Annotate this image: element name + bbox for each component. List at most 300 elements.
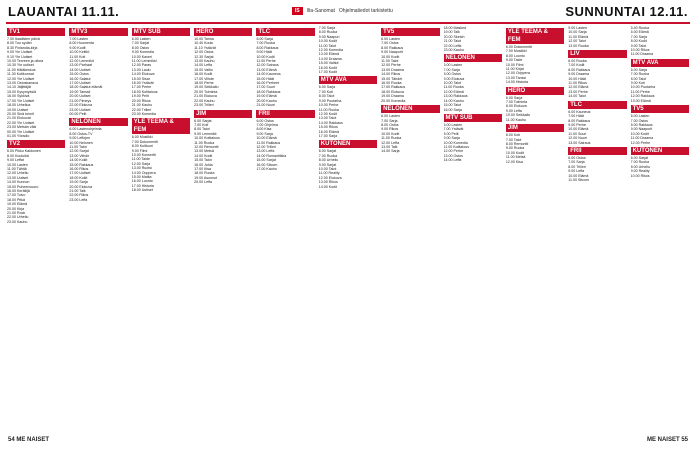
program-line: 7.00 Ruoka — [630, 160, 649, 165]
program-line: 11.00 Kotitalous — [443, 144, 470, 149]
program-line: 18.00 Salatut elämät — [69, 85, 103, 90]
program-line: 12.00 Trilleri — [256, 144, 277, 149]
program-line: 12.00 Sarja — [131, 161, 151, 166]
program-line: 11.00 Taide — [131, 157, 150, 162]
program-line: 17.00 Historia — [131, 183, 154, 188]
program-line: 11.00 Talot — [318, 43, 337, 48]
program-line: 11.00 Sitcom — [568, 177, 589, 182]
program-line: 9.00 Reality — [630, 169, 650, 174]
program-line: 9.00 Leffa — [568, 169, 585, 174]
program-line: 13.00 Sairaus — [568, 140, 591, 145]
program-line: 21.00 Pimeys — [69, 98, 92, 103]
program-line: 12.00 Yle Uutiset — [7, 76, 35, 81]
program-line: 9.00 Draama — [568, 72, 590, 77]
program-line: 9.00 Leffa — [505, 108, 522, 113]
program-line: 19.00 Uutiset — [7, 107, 29, 112]
header-note: Ohjelmatiedot tarkistettu — [338, 8, 393, 14]
program-line: 6.00 Ostos — [568, 155, 586, 160]
program-line: 8.00 Kouluikä — [7, 153, 29, 158]
header-rule — [6, 22, 690, 24]
program-line: 13.00 Kauhu — [194, 59, 215, 64]
program-line: 22.00 Kauhu — [194, 98, 215, 103]
program-line: 11.00 Metsä — [505, 155, 526, 160]
program-line: 15.00 Sarjat — [256, 158, 276, 163]
program-line: 6.00 Sarjat — [318, 149, 337, 154]
left-day-title: LAUANTAI 11.11. — [8, 3, 120, 19]
program-line: 16.00 Ruoka — [381, 81, 402, 86]
program-line: 13.00 Perhe — [568, 89, 588, 94]
program-line: 6.00 Ruoka — [568, 59, 587, 64]
program-line: 17.00 Sarja — [318, 133, 338, 138]
program-line: 10.00 Kodit — [381, 54, 400, 59]
program-line: 18.00 Urheilua — [7, 103, 31, 108]
program-line: 9.00 Puutarha — [318, 98, 342, 103]
program-line: 12.00 Talot — [568, 39, 586, 44]
program-line: 14.00 Kunnon — [7, 180, 30, 185]
footer-left — [8, 437, 49, 443]
program-line: 7.00 Koti — [318, 89, 333, 94]
program-line: 10.00 Häät — [568, 76, 586, 81]
program-line: 18.00 Kokit — [69, 175, 88, 180]
program-line: 7.00 Sarja — [443, 67, 460, 72]
program-line: 6.00 Dokumentti — [505, 45, 533, 49]
program-line: 6.00 Lasten — [131, 37, 151, 41]
program-line: 19.00 Asunnot — [194, 175, 218, 180]
channel-header: TLC — [568, 101, 626, 109]
program-line: 23.00 Komedia — [131, 111, 156, 116]
program-line: 6.00 Elämä — [630, 30, 649, 35]
program-line: 18.00 Pitkä — [7, 197, 25, 202]
program-line: 20.00 Toiminta — [194, 89, 218, 94]
program-line: 6.00 Sarja — [630, 67, 647, 72]
program-line: 9.00 Talot — [630, 43, 647, 48]
program-line: 16.00 Kodit — [318, 65, 337, 70]
program-line: 23.00 Kauhu — [443, 48, 464, 53]
program-line: 7.00 Ostos — [630, 118, 648, 123]
program-line: 11.00 Ruoka — [318, 107, 339, 112]
program-line: 7.00 Lasten — [69, 37, 89, 41]
column-c9 — [505, 26, 565, 426]
program-line: 21.00 Kauhu — [131, 103, 153, 108]
program-line: 14.00 Romantiikka — [256, 153, 287, 158]
program-line: 13.00 Parhaat — [69, 63, 92, 68]
program-line: 13.00 Tanssi — [505, 75, 526, 80]
program-line: 13.00 Ostos — [443, 153, 463, 158]
program-line: 9.00 Naapurit — [381, 50, 403, 55]
footer — [0, 430, 696, 450]
program-line: 10.00 Talot — [318, 166, 337, 171]
channel-header: NELONEN — [444, 54, 502, 62]
program-line: 7.00 Talot — [505, 137, 522, 142]
program-line: 10.40 Koulu — [194, 41, 214, 46]
program-line: 18.00 Kotitalous — [131, 89, 158, 94]
program-line: 20.00 Elokuva — [69, 184, 93, 189]
program-line: 11.10 Ystävät — [194, 45, 216, 50]
column-c7 — [380, 26, 440, 426]
program-line: 11.00 Kauhu — [505, 117, 526, 122]
program-line: 8.00 Pelit — [443, 131, 459, 136]
program-line: 12.00 Perhe — [381, 63, 401, 68]
program-line: 14.00 Historia — [505, 80, 529, 85]
program-line: 7.00 Häät — [568, 114, 584, 119]
program-line: 11.00 Koti — [69, 54, 86, 59]
program-line: 7.00 Ikaalisten päivä — [7, 37, 40, 41]
program-line: 17.00 Suuri — [256, 85, 275, 90]
channel-header: TV5 — [631, 105, 689, 113]
program-line: 9.10 Yle Uutiset — [7, 54, 33, 59]
magazine-name-left: ME NAISET — [16, 437, 50, 443]
program-line: 14.00 Kauhu — [443, 98, 464, 103]
program-line: 16.00 Juhla — [194, 162, 213, 167]
program-line: 15.00 Sisar — [131, 76, 150, 81]
program-line: 20.00 Sketch — [443, 34, 465, 39]
program-line: 7.00 Ostos — [381, 41, 399, 46]
program-line: 14.00 Kodit — [194, 153, 213, 158]
channel-header: MTV AVA — [319, 76, 377, 84]
program-line: 15.00 Kysymyksiä — [7, 89, 36, 94]
program-line: 18.00 Elokuva — [381, 89, 404, 94]
program-line: 12.00 Rakkaus — [630, 94, 655, 99]
program-line: 13.00 Ostoskanava — [7, 81, 38, 86]
program-line: 12.00 Elokuva — [318, 175, 342, 180]
program-line: 20.00 Rikos — [131, 98, 151, 103]
program-line: 18.00 Rakkaus — [256, 89, 281, 94]
program-line: 10.00 Puutarha — [630, 85, 656, 90]
program-line: 10.00 Talot — [443, 81, 462, 86]
program-line: 12.00 Sarjat — [69, 149, 89, 154]
program-line: 12.00 Lemmikit — [69, 59, 94, 64]
program-line: 16.00 Salatut — [69, 76, 91, 81]
program-line: 14.00 Kauneus — [256, 72, 281, 77]
program-line: 8.00 Ostos — [131, 45, 150, 50]
program-line: 12.00 Leffa — [381, 140, 400, 145]
program-line: 13.00 Rikos — [318, 180, 338, 185]
brand-name: Ilta-Sanomat — [306, 8, 335, 14]
program-line: 10.00 Nelonen — [69, 140, 93, 145]
program-line: 17.00 Rakkaus — [381, 85, 406, 90]
program-line: 10.00 Lasten — [7, 162, 28, 167]
program-line: 11.00 Rakkaus — [256, 140, 281, 145]
program-line: 16.00 Elämä — [318, 129, 339, 134]
program-line: 15.00 Talot — [443, 103, 462, 108]
program-line: 22.00 Yle Uutiset — [7, 120, 35, 125]
program-line: 6.00 Sarja — [505, 95, 523, 100]
program-line: 12.00 Komedia — [318, 48, 343, 53]
column-c3 — [131, 26, 191, 426]
program-line: 10.00 Kodit — [505, 150, 525, 155]
program-line: 17.00 Yle Uutiset — [7, 98, 35, 103]
program-line: 10.00 Kodit — [256, 54, 275, 59]
program-line: 8.00 Ostos — [381, 122, 399, 127]
program-line: 13.00 Leffa — [256, 149, 275, 154]
program-line: 16.00 Perheet — [256, 81, 280, 86]
program-line: 10.00 Konsertti — [131, 152, 156, 157]
program-line: 7.00 Sarja — [381, 118, 398, 123]
program-line: 15.00 Valtio — [194, 67, 213, 72]
program-line: 13.00 Metsä — [194, 149, 214, 154]
program-line: 13.00 Talk — [381, 144, 398, 149]
program-line: 13.00 Laulu — [131, 67, 151, 72]
program-line: 6.00 Koti — [505, 133, 521, 138]
program-line: 13.00 Uutiset — [7, 175, 29, 180]
program-line: 11.00 Tähtiä — [7, 166, 27, 171]
program-line: 10.00 Kaveri — [131, 54, 152, 59]
program-line: 8.00 Talot — [630, 76, 647, 81]
program-line: 14.00 Leffa — [443, 158, 462, 163]
column-c1 — [6, 26, 66, 426]
program-line: 7.00 Kodit — [568, 63, 585, 68]
program-line: 19.00 Sarja — [69, 180, 88, 185]
program-line: 10.00 Rikos — [630, 173, 650, 178]
program-line: 11.00 Draama — [630, 52, 654, 57]
program-line: 8.00 Trilleri — [568, 164, 586, 169]
channel-header: TV5 — [381, 28, 439, 36]
program-line: 10.00 Keittiö — [69, 50, 90, 55]
program-line: 12.00 Paras — [131, 63, 152, 68]
program-line: 8.00 Kulttuuri — [131, 144, 153, 149]
program-line: 9.00 Perhe — [568, 122, 586, 127]
right-day-title: SUNNUNTAI 12.11. — [565, 3, 688, 19]
channel-header: KUTONEN — [319, 140, 377, 148]
channel-header: JIM — [194, 110, 252, 118]
page-number-left: 54 — [8, 437, 15, 443]
program-line: 13.00 Talot — [318, 116, 337, 121]
channel-header: FRII — [568, 147, 626, 155]
program-line: 7.00 Ruoka — [630, 72, 649, 77]
program-line: 13.00 Elämä — [630, 98, 651, 103]
channel-header: NELONEN — [69, 118, 127, 126]
program-line: 8.00 Ruoka — [318, 30, 338, 35]
program-line: 22.00 Rikos — [69, 193, 89, 198]
program-line: 8.00 Ostos — [443, 72, 461, 77]
channel-header: HERO — [506, 87, 564, 95]
program-line: 16.00 Sarja — [443, 107, 462, 112]
program-line: 13.00 Ruotsi — [131, 166, 152, 171]
program-line: 9.00 Komedia — [131, 50, 154, 55]
channel-header: KUTONEN — [631, 147, 689, 155]
program-line: 17.00 Uutiset — [69, 81, 91, 86]
program-line: 11.00 Kirjat — [505, 67, 524, 72]
program-line: 7.00 Ystävät — [443, 127, 464, 132]
program-line: 6.00 Sarjat — [630, 155, 648, 160]
program-line: 20.00 Uutiset — [69, 94, 91, 99]
program-line: 10.00 Rikos — [630, 48, 650, 53]
channel-header: HERO — [194, 28, 252, 36]
channel-header: YLE TEEMA & FEM — [506, 28, 564, 44]
program-line: 11.30 Kotikunnat — [7, 72, 34, 77]
program-line: 8.00 Talot — [194, 127, 210, 132]
program-line: 9.00 Häät — [256, 50, 273, 55]
program-line: 16.00 Rikos — [69, 166, 89, 171]
program-line: 17.00 Viihde — [194, 76, 214, 81]
program-line: 13.00 Draama — [381, 67, 404, 72]
program-line: 14.00 Uutiset — [69, 67, 91, 72]
column-c4 — [193, 26, 253, 426]
program-line: 12.00 Nuori — [568, 136, 587, 141]
magazine-name-right: ME NAISET — [646, 437, 680, 443]
program-line: 7.00 Sarjat — [131, 41, 150, 46]
channel-header: MTV SUB — [132, 28, 190, 36]
header-center — [292, 7, 393, 15]
program-line: 15.00 Puheenvuoro — [7, 184, 39, 189]
program-line: 21.00 Elokuva — [194, 94, 217, 99]
program-line: 9.00 Rikos — [381, 127, 399, 132]
program-line: 23.00 Kauhu — [7, 219, 28, 224]
program-line: 6.00 Lasten — [443, 122, 463, 127]
program-line: 6.00 Ostos — [256, 118, 274, 123]
program-line: 9.00 Naapurit — [630, 127, 653, 132]
program-line: 7.00 Sarja — [318, 26, 336, 30]
program-line: 6.00 Lasten — [381, 37, 400, 41]
program-line: 6.00 Lasten — [630, 114, 650, 119]
program-line: 16.00 Sitcom — [256, 162, 278, 167]
program-line: 7.00 Sarja — [630, 34, 647, 39]
program-line: 6.00 Lastenohjelmia — [69, 127, 102, 132]
program-line: 12.00 Urheilu — [7, 171, 29, 176]
program-line: 15.00 Valtiot — [318, 61, 339, 66]
program-line: 8.00 Rakkaus — [630, 122, 653, 127]
program-line: 15.00 Talot — [194, 158, 212, 163]
program-line: 6.00 Lasten — [381, 114, 400, 119]
channel-header: MTV AVA — [631, 59, 689, 67]
program-line: 8.30 Finlandia-kirja — [7, 45, 38, 50]
program-line: 11.00 Suuri — [568, 131, 587, 136]
program-line: 9.00 Sarja — [256, 131, 273, 136]
program-line: 01.00 Yöradio — [7, 133, 30, 138]
program-line: 12.00 Ostos — [194, 50, 214, 55]
program-line: 7.00 Ohjelma — [256, 122, 278, 127]
program-line: 8.00 Elokuva — [505, 104, 527, 109]
program-line: 6.00 Sarjat — [194, 118, 212, 123]
program-line: 12.00 Elämä — [568, 85, 589, 90]
program-line: 11.00 Draama — [630, 136, 654, 141]
program-line: 16.00 Keräilijä — [7, 189, 30, 193]
program-line: 5.40 Ruoka — [630, 26, 649, 30]
program-line: 19.00 Draama — [381, 94, 404, 99]
program-line: 14.00 Rakkaus — [318, 120, 343, 125]
program-line: 18.00 Uutiset — [131, 188, 153, 193]
channel-header: NELONEN — [381, 105, 439, 113]
top-bar — [0, 0, 696, 22]
column-c5 — [255, 26, 315, 426]
program-line: 15.00 Matka — [131, 174, 152, 179]
program-line: 10.30 Yle uutiset — [7, 63, 34, 68]
program-line: 15.00 Tähdet — [381, 76, 403, 81]
program-line: 11.00 Rikos — [568, 81, 587, 86]
program-line: 11.00 Ruoka — [443, 85, 464, 90]
program-line: 14.00 Sarja — [381, 149, 400, 154]
program-line: 9.00 Naapuri — [318, 34, 340, 39]
program-line: 17.00 Kauhu — [256, 166, 277, 171]
column-c8 — [443, 26, 503, 426]
program-line: 8.00 Urheilu — [318, 158, 339, 163]
program-line: 21.00 Elokuvat — [7, 116, 31, 121]
program-line: 13.00 Elämä — [318, 52, 339, 57]
program-line: 00.00 Yle Uutiset — [7, 129, 35, 134]
program-line: 19.00 Elämä — [256, 94, 277, 99]
program-line: 22.00 Elokuva — [69, 103, 93, 108]
program-line: 7.00 Musiikki — [505, 49, 527, 54]
channel-header: FRII — [256, 110, 314, 118]
channel-header: TV1 — [7, 28, 65, 36]
program-line: 9.00 Koti — [630, 81, 645, 86]
program-line: 9.00 Leffojen — [69, 136, 91, 141]
program-line: 12.00 Perhe — [443, 149, 464, 154]
program-line: 14.00 Rikos — [381, 72, 401, 77]
program-line: 22.00 Trilleri — [131, 107, 152, 112]
column-c10 — [567, 26, 627, 426]
program-line: 8.00 Talot — [318, 94, 335, 99]
program-line: 8.00 Rakkaus — [568, 118, 591, 123]
program-line: 17.00 Kodit — [318, 70, 337, 75]
program-line: 14.00 Kokit — [69, 158, 88, 163]
program-line: 19.00 Seikkailu — [194, 85, 219, 90]
program-line: 13.00 Rakkaus — [443, 94, 468, 99]
program-line: 9.00 Yle Uutiset — [7, 50, 33, 55]
program-line: 8.00 Remontti — [505, 141, 529, 146]
program-line: 9.00 Lasten — [568, 26, 588, 30]
program-line: 8.00 Urheilu — [630, 164, 650, 169]
program-line: 8.00 Huomenta — [69, 41, 94, 46]
program-line: 8.00 Rakkaus — [568, 67, 591, 72]
program-line: 12.00 Ooppera — [505, 71, 530, 76]
program-line: 11.00 Talot — [381, 59, 399, 64]
program-line: 9.00 Filmi — [131, 148, 148, 153]
program-line: 21.00 Talot — [443, 39, 462, 44]
program-line: 20.00 Kauhu — [256, 98, 277, 103]
program-line: 9.00 Leffat — [7, 158, 24, 163]
program-line: 11.00 Reality — [318, 171, 340, 176]
listing-columns — [6, 26, 690, 426]
program-line: 7.00 Ruoka — [256, 41, 275, 46]
program-line: 10.00 Tarina — [194, 37, 214, 41]
program-line: 19.00 Elämä — [7, 202, 28, 207]
program-line: 23.00 Uutiset — [69, 107, 91, 112]
program-line: 21.00 Rock — [7, 211, 26, 216]
footer-right — [647, 437, 688, 443]
column-c2 — [68, 26, 128, 426]
channel-header: TLC — [256, 28, 314, 36]
program-line: 19.00 Tanssii — [69, 89, 91, 94]
program-line: 10.00 Perhe — [318, 103, 339, 108]
program-line: 10.00 Kodit — [630, 131, 649, 136]
column-c11 — [630, 26, 690, 426]
program-line: 9.00 Taide — [505, 58, 523, 63]
program-line: 7.00 Ruoka — [318, 153, 338, 158]
program-line: 8.00 Kisa — [256, 127, 272, 132]
program-line: 11.00 Ruoka — [194, 140, 215, 145]
program-line: 8.00 Luonto — [505, 53, 525, 58]
program-line: 11.00 Ruoka — [381, 136, 402, 141]
program-line: 18.00 Ruoka — [194, 171, 215, 176]
program-line: 6.00 Sarja — [256, 37, 273, 41]
program-line: 9.00 Ruoka — [505, 146, 525, 151]
program-line: 8.00 Ostos-TV — [69, 131, 93, 136]
program-line: 6.00 Pikku Kakkonen — [7, 149, 41, 154]
program-line: 20.00 Leffa — [194, 180, 212, 185]
program-line: 23.00 Leffa — [69, 197, 88, 202]
program-line: 6.00 Kauneus — [568, 109, 591, 114]
program-line: 7.00 Koti — [194, 122, 209, 127]
program-line: 9.00 Sarjat — [318, 162, 337, 167]
program-line: 11.00 Elämä — [568, 34, 589, 39]
program-line: 14.00 Ooppera — [131, 170, 156, 175]
program-line: 13.00 Elämä — [256, 67, 277, 72]
program-line: 15.00 Ostos — [69, 72, 89, 77]
program-line: 14.00 Talot — [568, 94, 586, 99]
program-line: 22.00 Leffa — [443, 43, 462, 48]
program-line: 18.00 Perhe — [194, 81, 214, 86]
